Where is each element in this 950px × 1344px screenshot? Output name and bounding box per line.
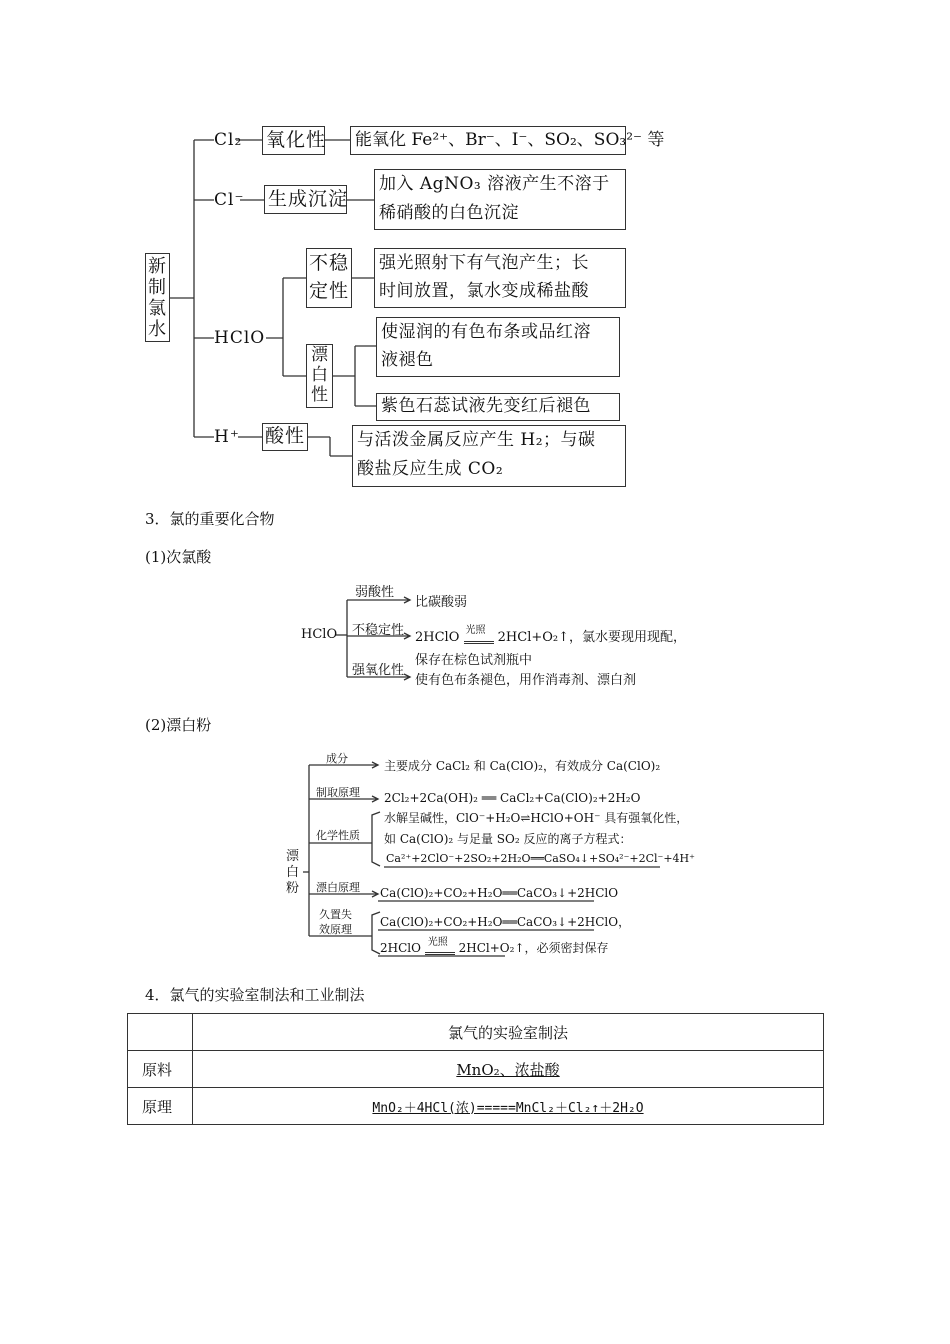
hclo-label: HClO bbox=[214, 328, 266, 348]
chemistry-line3: Ca²⁺+2ClO⁻+2SO₂+2H₂O══CaSO₄↓+SO₄²⁻+2Cl⁻+4H⁺ bbox=[386, 852, 695, 865]
section3-heading: 3．氯的重要化合物 bbox=[145, 510, 275, 528]
table-row-value: MnO₂＋4HCl(浓)=====MnCl₂＋Cl₂↑＋2H₂O bbox=[193, 1088, 824, 1125]
cl2-property: 氧化性 bbox=[266, 129, 327, 151]
unstable-desc-line1: 强光照射下有气泡产生；长 bbox=[379, 253, 589, 273]
cl-minus-property: 生成沉淀 bbox=[268, 188, 349, 210]
table-row-label: 原料 bbox=[128, 1051, 193, 1088]
expiry-line1: Ca(ClO)₂+CO₂+H₂O══CaCO₃↓+2HClO， bbox=[380, 915, 631, 929]
table-row bbox=[128, 1088, 824, 1125]
expiry-label: 久置失 效原理 bbox=[319, 908, 352, 936]
unstable-label: 不稳定性 bbox=[352, 623, 405, 638]
section3-sub2: (2)漂白粉 bbox=[145, 716, 212, 734]
reaction-arrow: 光照 bbox=[425, 943, 455, 955]
oxidizing-label: 强氧化性 bbox=[352, 663, 405, 678]
cl-minus-desc-line1: 加入 AgNO₃ 溶液产生不溶于 bbox=[379, 174, 610, 194]
bleach-desc2: 紫色石蕊试液先变红后褪色 bbox=[381, 396, 591, 416]
composition-label: 成分 bbox=[326, 752, 348, 765]
weak-acid-desc: 比碳酸弱 bbox=[415, 595, 468, 610]
chemistry-line1: 水解呈碱性，ClO⁻+H₂O⇌HClO+OH⁻ 具有强氧化性， bbox=[384, 811, 689, 825]
bleach-line1: 漂 bbox=[311, 345, 328, 365]
composition-desc: 主要成分 CaCl₂ 和 Ca(ClO)₂，有效成分 Ca(ClO)₂ bbox=[384, 759, 661, 773]
preparation-desc: 2Cl₂+2Ca(OH)₂ ══ CaCl₂+Ca(ClO)₂+2H₂O bbox=[384, 791, 641, 805]
unstable-equation: 2HClO 光照 2HCl+O₂↑，氯水要现用现配， bbox=[415, 625, 687, 645]
weak-acid-label: 弱酸性 bbox=[355, 585, 395, 600]
bleach-powder-root: 漂白粉 bbox=[286, 849, 300, 896]
cl2-label: Cl₂ bbox=[214, 130, 243, 150]
table-row-value: MnO₂、浓盐酸 bbox=[193, 1051, 824, 1088]
h-plus-desc-line1: 与活泼金属反应产生 H₂；与碳 bbox=[357, 430, 596, 450]
table-header: 氯气的实验室制法 bbox=[193, 1014, 824, 1051]
oxidizing-desc1: 保存在棕色试剂瓶中 bbox=[415, 653, 533, 668]
expiry-line2: 2HClO 光照 2HCl+O₂↑，必须密封保存 bbox=[380, 936, 609, 955]
table-corner-cell bbox=[128, 1014, 193, 1051]
oxidizing-desc2: 使有色布条褪色，用作消毒剂、漂白剂 bbox=[415, 673, 637, 688]
unstable-desc-line2: 时间放置，氯水变成稀盐酸 bbox=[379, 281, 589, 301]
chemistry-label: 化学性质 bbox=[316, 829, 360, 842]
table-row bbox=[128, 1051, 824, 1088]
bleaching-principle-label: 漂白原理 bbox=[316, 881, 360, 894]
bleaching-principle-desc: Ca(ClO)₂+CO₂+H₂O══CaCO₃↓+2HClO bbox=[380, 886, 619, 900]
lab-preparation-table bbox=[127, 1013, 824, 1125]
table-row bbox=[128, 1014, 824, 1051]
reaction-arrow: 光照 bbox=[464, 631, 494, 644]
root-label: 新制氯水 bbox=[148, 256, 167, 340]
hclo-root: HClO bbox=[301, 627, 338, 642]
section4-heading: 4．氯气的实验室制法和工业制法 bbox=[145, 986, 365, 1004]
chemistry-line2: 如 Ca(ClO)₂ 与足量 SO₂ 反应的离子方程式： bbox=[384, 832, 632, 846]
bleach-line2: 白 bbox=[311, 365, 328, 385]
bleach-desc1-line2: 液褪色 bbox=[381, 350, 434, 370]
h-plus-property: 酸性 bbox=[265, 425, 306, 447]
cl-minus-desc-line2: 稀硝酸的白色沉淀 bbox=[379, 203, 519, 223]
unstable-line2: 定性 bbox=[308, 280, 349, 302]
table-row-label: 原理 bbox=[128, 1088, 193, 1125]
cl2-desc: 能氧化 Fe²⁺、Br⁻、I⁻、SO₂、SO₃²⁻ 等 bbox=[355, 130, 665, 150]
unstable-line1: 不稳 bbox=[308, 252, 349, 274]
section3-sub1: (1)次氯酸 bbox=[145, 548, 212, 566]
preparation-label: 制取原理 bbox=[316, 786, 360, 799]
cl-minus-label: Cl⁻ bbox=[214, 190, 245, 210]
h-plus-label: H⁺ bbox=[214, 427, 240, 447]
h-plus-desc-line2: 酸盐反应生成 CO₂ bbox=[357, 459, 504, 479]
bleach-line3: 性 bbox=[311, 385, 328, 405]
bleach-desc1-line1: 使湿润的有色布条或品红溶 bbox=[381, 322, 591, 342]
